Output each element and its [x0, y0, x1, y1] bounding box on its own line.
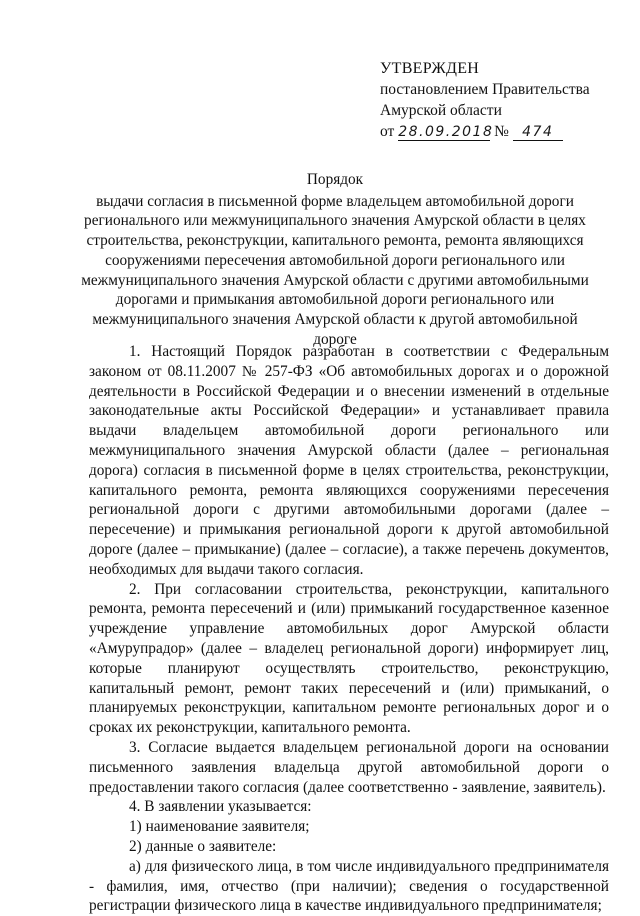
document-subtitle: выдачи согласия в письменной форме владельцем автомобильной дороги регионального или межмуниципального значения Амурской области в целях строительства, реконструкции, капитального ремонта, ремонта являющихся сооружениями пересечения автомобильной дороги регионального или межмуниципального значения Амурской области с другими автомобильными дорогами и примыкания автомобильной дороги регионального или межмуниципального значения Амурской области к другой автомобильной дороге — [81, 192, 589, 348]
handwritten-date: 28.09.2018 — [398, 124, 494, 140]
paragraph-4: 4. В заявлении указывается: — [129, 798, 312, 816]
paragraph-3: 3. Согласие выдается владельцем региональной дороги на основании письменного заявления владельца другой автомобильной дороги о предоставлении такого согласия (далее соответственно - заявление, заявитель). — [89, 738, 609, 796]
sub-item-a: а) для физического лица, в том числе индивидуального предпринимателя - фамилия, имя, отчество (при наличии); сведения о государственной регистрации физического лица в качестве индивидуального предпринимателя; — [89, 857, 609, 915]
document-heading: Порядок — [306, 171, 364, 188]
approval-block — [380, 58, 620, 142]
approval-issuer: постановлением Правительства — [380, 81, 590, 98]
list-item-2: 2) данные о заявителе: — [129, 837, 277, 855]
list-item-1: 1) наименование заявителя; — [129, 818, 310, 836]
paragraph-1: 1. Настоящий Порядок разработан в соответствии с Федеральным законом от 08.11.2007 № 257-ФЗ «Об автомобильных дорогах и о дорожной деятельности в Российской Федерации и о внесении изменений в отдельные законодательные акты Российской Федерации» и устанавливает правила выдачи владельцем автомобильной дороги регионального или межмуниципального значения Амурской области (далее – региональная дорога) согласия в письменной форме в целях строительства, реконструкции, капитального ремонта, ремонта являющихся сооружениями пересечения региональной дороги с другими автомобильными дорогами (далее – пересечение) и примыкания региональной дороги к другой автомобильной дороге (далее – примыкание) (далее – согласие), а также перечень документов, необходимых для выдачи такого согласия. — [89, 343, 609, 578]
paragraph-2: 2. При согласовании строительства, реконструкции, капитального ремонта, ремонта пересечений и (или) примыканий государственное казенное учреждение управление автомобильных дорог Амурской области «Амурупрадор» (далее – владелец региональной дороги) информирует лиц, которые планируют осуществлять строительство, реконструкцию, капитальный ремонт, ремонт таких пересечений и (или) примыканий, о планируемых реконструкции, капитальном ремонте региональных дорог и о сроках их реконструкции, капитального ремонта. — [89, 580, 609, 737]
approval-title: УТВЕРЖДЕН — [380, 60, 480, 77]
document-title-block — [80, 170, 590, 349]
number-prefix: № — [494, 123, 509, 140]
document-body — [89, 342, 609, 916]
handwritten-number: 474 — [513, 125, 563, 141]
approval-region: Амурской области — [380, 102, 502, 119]
approval-date-line — [380, 121, 620, 142]
date-prefix: от — [380, 123, 395, 140]
